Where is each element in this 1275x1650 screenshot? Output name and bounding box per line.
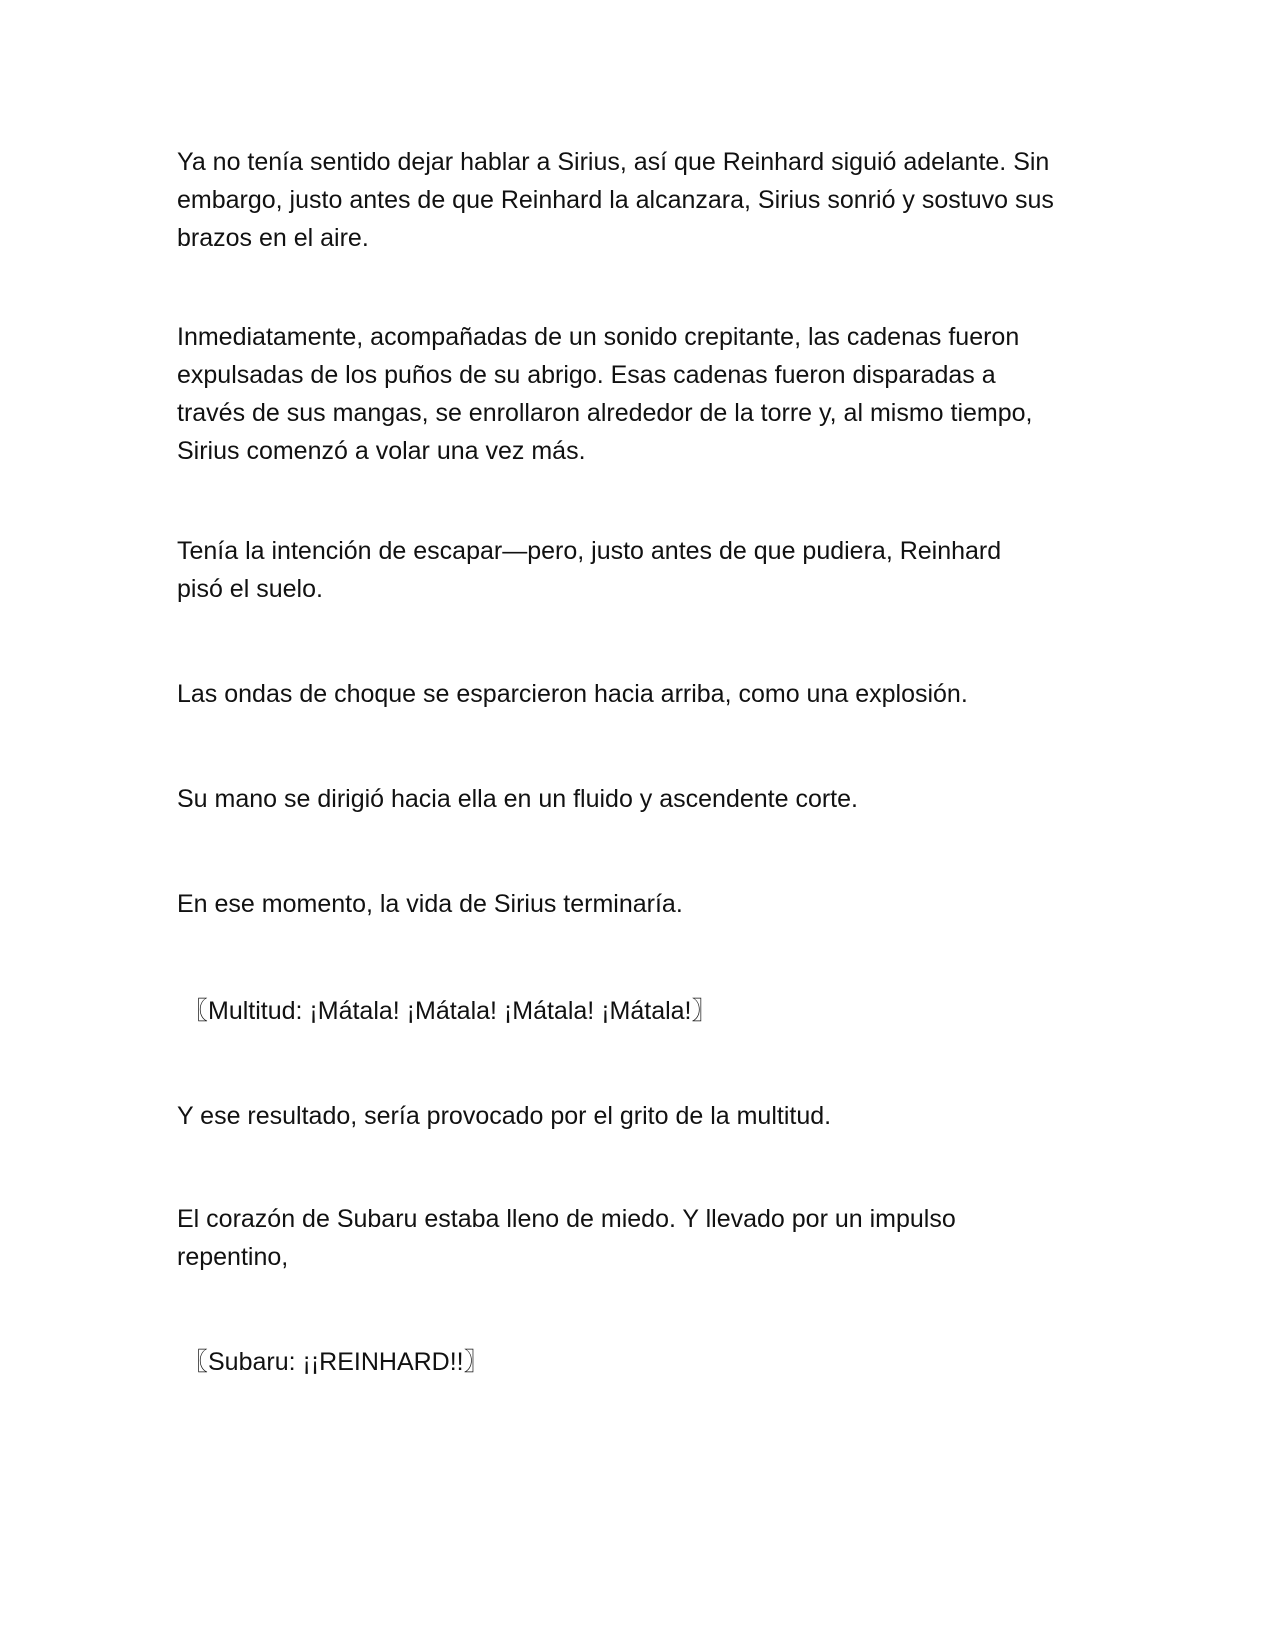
paragraph-6: En ese momento, la vida de Sirius terminaría. — [177, 890, 683, 918]
dialogue-subaru: 〖Subaru: ¡¡REINHARD!!〗 — [183, 1348, 489, 1376]
dialogue-multitud: 〖Multitud: ¡Mátala! ¡Mátala! ¡Mátala! ¡Mátala!〗 — [183, 997, 717, 1025]
paragraph-7: Y ese resultado, sería provocado por el grito de la multitud. — [177, 1102, 832, 1130]
paragraph-5: Su mano se dirigió hacia ella en un fluido y ascendente corte. — [177, 785, 858, 813]
paragraph-2: Inmediatamente, acompañadas de un sonido crepitante, las cadenas fueron expulsadas de los puños de su abrigo. Esas cadenas fueron disparadas a través de sus mangas, se enrollaron alrededor de la torre y, al mismo tiempo, Sirius comenzó a volar una vez más. — [177, 323, 1033, 465]
paragraph-4: Las ondas de choque se esparcieron hacia arriba, como una explosión. — [177, 680, 968, 708]
paragraph-1: Ya no tenía sentido dejar hablar a Sirius, así que Reinhard siguió adelante. Sin embargo, justo antes de que Reinhard la alcanzara, Sirius sonrió y sostuvo sus brazos en el aire. — [177, 148, 1054, 252]
paragraph-8: El corazón de Subaru estaba lleno de miedo. Y llevado por un impulso repentino, — [177, 1205, 956, 1271]
paragraph-3: Tenía la intención de escapar—pero, justo antes de que pudiera, Reinhard pisó el suelo. — [177, 537, 1002, 603]
